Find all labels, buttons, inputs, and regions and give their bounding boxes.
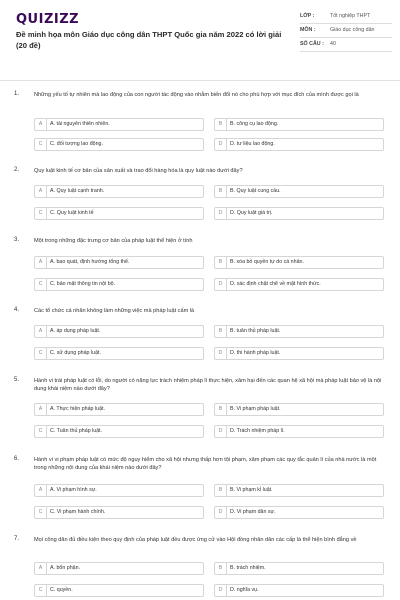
meta-label: MÔN : (300, 27, 316, 33)
option-letter: A (35, 257, 47, 269)
option-d[interactable] (214, 278, 384, 291)
option-d[interactable] (214, 138, 384, 151)
option-text: D. thi hành pháp luật. (230, 350, 281, 356)
option-letter: C (35, 426, 47, 438)
option-text: B. Vi phạm pháp luật. (230, 406, 281, 412)
option-letter: C (35, 139, 47, 151)
option-d[interactable] (214, 584, 384, 597)
option-text: D. xác định chặt chẽ về mặt hình thức. (230, 281, 321, 287)
option-letter: D (215, 585, 227, 597)
option-d[interactable] (214, 347, 384, 360)
question-text: Hành vi trái pháp luật có lỗi, do người có năng lực trách nhiệm pháp lí thực hiện, xâm hại đến các quan hệ xã hội mà pháp luật bảo vệ là nội dung khái niệm nào dưới đây? (34, 378, 382, 392)
question-text: Quy luật kinh tế cơ bản của sản xuất và trao đổi hàng hóa là quy luật nào dưới đây? (34, 168, 243, 174)
option-letter: C (35, 348, 47, 360)
option-b[interactable] (214, 562, 384, 575)
option-text: C. Vi phạm hành chính. (50, 509, 106, 515)
option-text: C. Tuân thủ pháp luật. (50, 428, 103, 434)
option-b[interactable] (214, 325, 384, 338)
option-text: D. Vi phạm dân sự. (230, 509, 276, 515)
option-d[interactable] (214, 207, 384, 220)
option-text: B. công cụ lao động. (230, 121, 279, 127)
option-text: B. trách nhiệm. (230, 565, 266, 571)
quizizz-logo: QUIZIZZ (16, 12, 80, 27)
meta-row-question-count (300, 38, 392, 52)
option-text: D. nghĩa vụ. (230, 587, 259, 593)
option-a[interactable] (34, 256, 204, 269)
option-letter: B (215, 326, 227, 338)
question-number: 3. (14, 237, 20, 243)
option-letter: A (35, 563, 47, 575)
option-text: A. bao quát, định hướng tổng thể. (50, 259, 130, 265)
option-text: A. áp dụng pháp luật. (50, 328, 101, 334)
option-a[interactable] (34, 325, 204, 338)
option-c[interactable] (34, 506, 204, 519)
option-text: C. Quy luật kinh tế (50, 210, 94, 216)
option-text: B. tuân thủ pháp luật. (230, 328, 281, 334)
question-number: 5. (14, 377, 20, 383)
document-meta (300, 10, 392, 52)
option-c[interactable] (34, 425, 204, 438)
option-c[interactable] (34, 584, 204, 597)
meta-row-class (300, 10, 392, 24)
question-text: Những yếu tố tự nhiên mà lao động của con người tác động vào nhằm biến đổi nó cho phù hợp với mục đích của mình được gọi là (34, 92, 359, 98)
option-letter: C (35, 507, 47, 519)
meta-label: SỐ CÂU : (300, 41, 324, 47)
option-b[interactable] (214, 484, 384, 497)
option-text: B. xóa bỏ quyền tự do cá nhân. (230, 259, 304, 265)
option-b[interactable] (214, 118, 384, 131)
question-number: 1. (14, 91, 20, 97)
option-letter: D (215, 139, 227, 151)
option-letter: D (215, 507, 227, 519)
question-text: Các tổ chức cá nhân không làm những việc mà pháp luật cấm là (34, 308, 195, 314)
option-letter: D (215, 348, 227, 360)
option-text: A. Quy luật cạnh tranh. (50, 188, 105, 194)
option-a[interactable] (34, 403, 204, 416)
option-text: B. Quy luật cung cầu. (230, 188, 281, 194)
option-c[interactable] (34, 347, 204, 360)
option-text: C. bảo mật thông tin nội bộ. (50, 281, 116, 287)
option-letter: A (35, 326, 47, 338)
option-a[interactable] (34, 484, 204, 497)
option-letter: B (215, 119, 227, 131)
option-d[interactable] (214, 506, 384, 519)
option-text: A. Vi phạm hình sự. (50, 487, 97, 493)
option-b[interactable] (214, 185, 384, 198)
option-letter: B (215, 257, 227, 269)
document-title: Đề minh họa môn Giáo dục công dân THPT Quốc gia năm 2022 có lời giải (20 đề) (16, 30, 282, 50)
option-c[interactable] (34, 138, 204, 151)
option-letter: B (215, 186, 227, 198)
question-text: Mọi công dân đủ điều kiện theo quy định của pháp luật đều được ứng cử vào Hội đồng nhân dân các cấp là thể hiện bình đẳng về (34, 537, 357, 543)
option-a[interactable] (34, 118, 204, 131)
meta-label: LỚP : (300, 13, 315, 19)
option-text: A. tài nguyên thiên nhiên. (50, 121, 110, 127)
option-letter: B (215, 563, 227, 575)
option-text: D. Quy luật giá trị. (230, 210, 273, 216)
header-divider (0, 80, 400, 81)
document-header (0, 0, 400, 78)
option-letter: C (35, 585, 47, 597)
question-text: Hành vi vi phạm pháp luật có mức độ nguy hiểm cho xã hội nhưng thấp hơn tội phạm, xâm phạm các quy tắc quản lí của nhà nước là một trong những nội dung của khái niệm nào dưới đây? (34, 457, 377, 471)
option-letter: D (215, 426, 227, 438)
option-letter: B (215, 485, 227, 497)
option-text: C. đối tượng lao động. (50, 141, 103, 147)
option-b[interactable] (214, 403, 384, 416)
option-b[interactable] (214, 256, 384, 269)
option-text: D. Trách nhiệm pháp lí. (230, 428, 285, 434)
option-letter: A (35, 119, 47, 131)
option-text: A. Thực hiện pháp luật. (50, 406, 105, 412)
question-number: 6. (14, 456, 20, 462)
option-letter: D (215, 279, 227, 291)
question-number: 2. (14, 167, 20, 173)
meta-value: Giáo dục công dân (330, 27, 375, 33)
option-text: D. tư liệu lao động. (230, 141, 275, 147)
question-number: 7. (14, 536, 20, 542)
option-letter: C (35, 208, 47, 220)
option-letter: D (215, 208, 227, 220)
option-letter: A (35, 186, 47, 198)
option-a[interactable] (34, 562, 204, 575)
meta-value: 40 (330, 41, 336, 47)
option-d[interactable] (214, 425, 384, 438)
question-number: 4. (14, 307, 20, 313)
meta-value: Tốt nghiệp THPT (330, 13, 371, 19)
option-c[interactable] (34, 207, 204, 220)
option-letter: A (35, 404, 47, 416)
option-text: C. quyền. (50, 587, 73, 593)
option-c[interactable] (34, 278, 204, 291)
meta-row-subject (300, 24, 392, 38)
option-text: B. Vi phạm kỉ luật. (230, 487, 273, 493)
option-letter: B (215, 404, 227, 416)
option-a[interactable] (34, 185, 204, 198)
option-letter: C (35, 279, 47, 291)
option-letter: A (35, 485, 47, 497)
option-text: A. bổn phận. (50, 565, 81, 571)
question-text: Một trong những đặc trưng cơ bản của pháp luật thể hiện ở tính (34, 238, 193, 244)
option-text: C. sử dụng pháp luật. (50, 350, 101, 356)
